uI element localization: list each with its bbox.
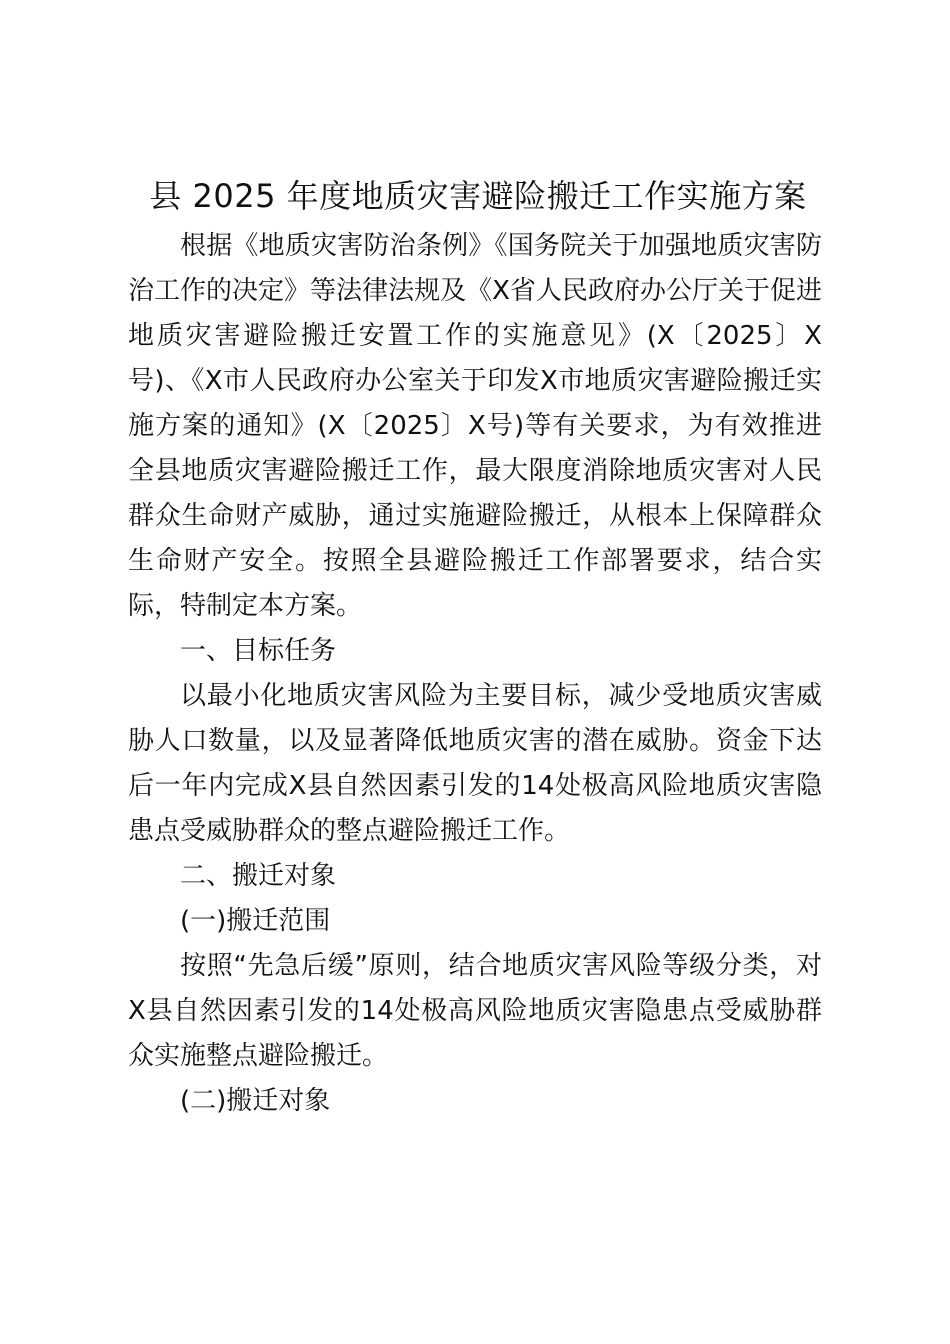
section-heading-targets: 二、搬迁对象 <box>180 861 337 891</box>
subsection-heading-scope: (一)搬迁范围 <box>180 906 331 936</box>
intro-paragraph: 根据《地质灾害防治条例》《国务院关于加强地质灾害防治工作的决定》等法律法规及《X省人民政府办公厅关于促进地质灾害避险搬迁安置工作的实施意见》(X〔2025〕X号)、《X市人民政府办公室关于印发X市地质灾害避险搬迁实施方案的通知》(X〔2025〕X号)等有关要求，为有效推进全县地质灾害避险搬迁工作，最大限度消除地质灾害对人民群众生命财产威胁，通过实施避险搬迁，从根本上保障群众生命财产安全。按照全县避险搬迁工作部署要求，结合实际，特制定本方案。 <box>128 231 822 621</box>
scope-paragraph: 按照“先急后缓”原则，结合地质灾害风险等级分类，对X县自然因素引发的14处极高风险地质灾害隐患点受威胁群众实施整点避险搬迁。 <box>128 951 822 1071</box>
subsection-heading-targets: (二)搬迁对象 <box>180 1086 331 1116</box>
goals-paragraph: 以最小化地质灾害风险为主要目标，减少受地质灾害威胁人口数量，以及显著降低地质灾害的潜在威胁。资金下达后一年内完成X县自然因素引发的14处极高风险地质灾害隐患点受威胁群众的整点避险搬迁工作。 <box>128 681 822 846</box>
section-heading-goals: 一、目标任务 <box>180 636 337 666</box>
document-title: 县 2025 年度地质灾害避险搬迁工作实施方案 <box>149 177 807 215</box>
document-body <box>128 224 822 1124</box>
